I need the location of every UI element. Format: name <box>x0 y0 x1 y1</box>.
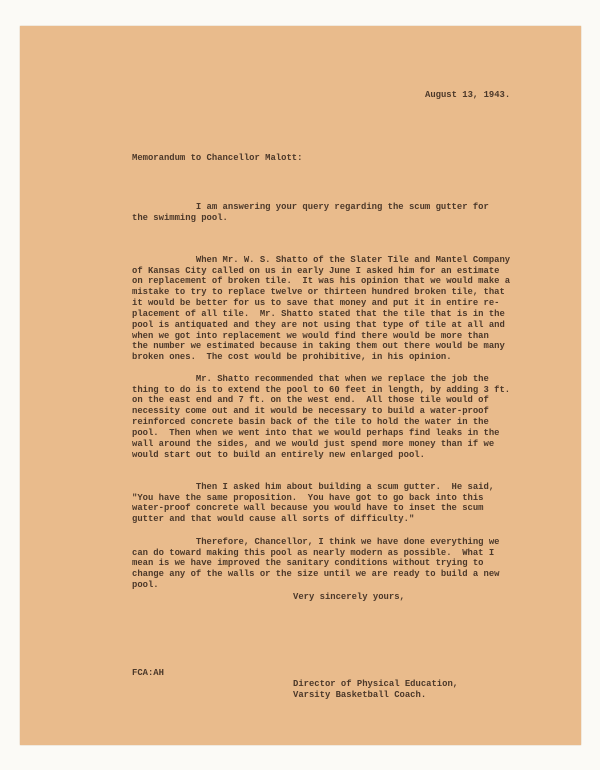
text-line: pool. Then when we went into that we would perhaps find leaks in the <box>132 427 500 438</box>
text-line: Then I asked him about building a scum gutter. He said, <box>132 481 495 492</box>
text-line: the number we estimated because in taking them out there would be many <box>132 341 505 352</box>
closing: Very sincerely yours, <box>293 592 405 602</box>
text-line: "You have the same proposition. You have got to go back into this <box>132 492 484 503</box>
typist-initials: FCA:AH <box>132 668 164 678</box>
text-line: Mr. Shatto recommended that when we replace the job the <box>132 373 489 384</box>
signature-title: Varsity Basketball Coach. <box>293 689 427 700</box>
text-line: broken ones. The cost would be prohibitive, in his opinion. <box>132 352 452 363</box>
text-line: Therefore, Chancellor, I think we have done everything we <box>132 536 500 547</box>
signature-block <box>293 657 458 711</box>
text-line: I am answering your query regarding the scum gutter for <box>132 201 489 212</box>
paragraph-5 <box>132 515 500 602</box>
text-line: pool is antiquated and they are not using that type of tile at all and <box>132 319 505 330</box>
text-line: the swimming pool. <box>132 212 228 223</box>
text-line: reinforced concrete basin back of the tile to hold the water in the <box>132 417 489 428</box>
text-line: placement of all tile. Mr. Shatto stated that the tile that is in the <box>132 308 505 319</box>
text-line: change any of the walls or the size until we are ready to build a new <box>132 569 500 580</box>
text-line: on replacement of broken tile. It was his opinion that we would make a <box>132 276 511 287</box>
text-line: gutter and that would cause all sorts of difficulty." <box>132 514 415 525</box>
text-line: necessity come out and it would be necessary to build a water-proof <box>132 406 489 417</box>
paragraph-3 <box>132 352 510 471</box>
text-line: when we got into replacement we would find there would be more than <box>132 330 489 341</box>
text-line: of Kansas City called on us in early June I asked him for an estimate <box>132 265 500 276</box>
salutation: Memorandum to Chancellor Malott: <box>132 153 303 163</box>
text-line: mean is we have improved the sanitary conditions without trying to <box>132 558 484 569</box>
text-line: on the east end and 7 ft. on the west end. All those tile would of <box>132 395 489 406</box>
text-line: can do toward making this pool as nearly modern as possible. What I <box>132 547 495 558</box>
text-line: mistake to try to replace twelve or thirteen hundred broken tile, that <box>132 287 505 298</box>
signature-title: Director of Physical Education, <box>293 678 459 689</box>
text-line: When Mr. W. S. Shatto of the Slater Tile and Mantel Company <box>132 254 511 265</box>
text-line: wall around the sides, and we would just spend more money than if we <box>132 438 495 449</box>
text-line: would start out to build an entirely new enlarged pool. <box>132 449 425 460</box>
text-line: water-proof concrete wall because you would have to inset the scum <box>132 503 484 514</box>
text-line: thing to do is to extend the pool to 60 feet in length, by adding 3 ft. <box>132 384 511 395</box>
letter-date: August 13, 1943. <box>425 90 511 100</box>
text-line: pool. <box>132 580 159 591</box>
text-line: it would be better for us to save that money and put it in entire re- <box>132 298 500 309</box>
paragraph-1 <box>132 180 489 234</box>
